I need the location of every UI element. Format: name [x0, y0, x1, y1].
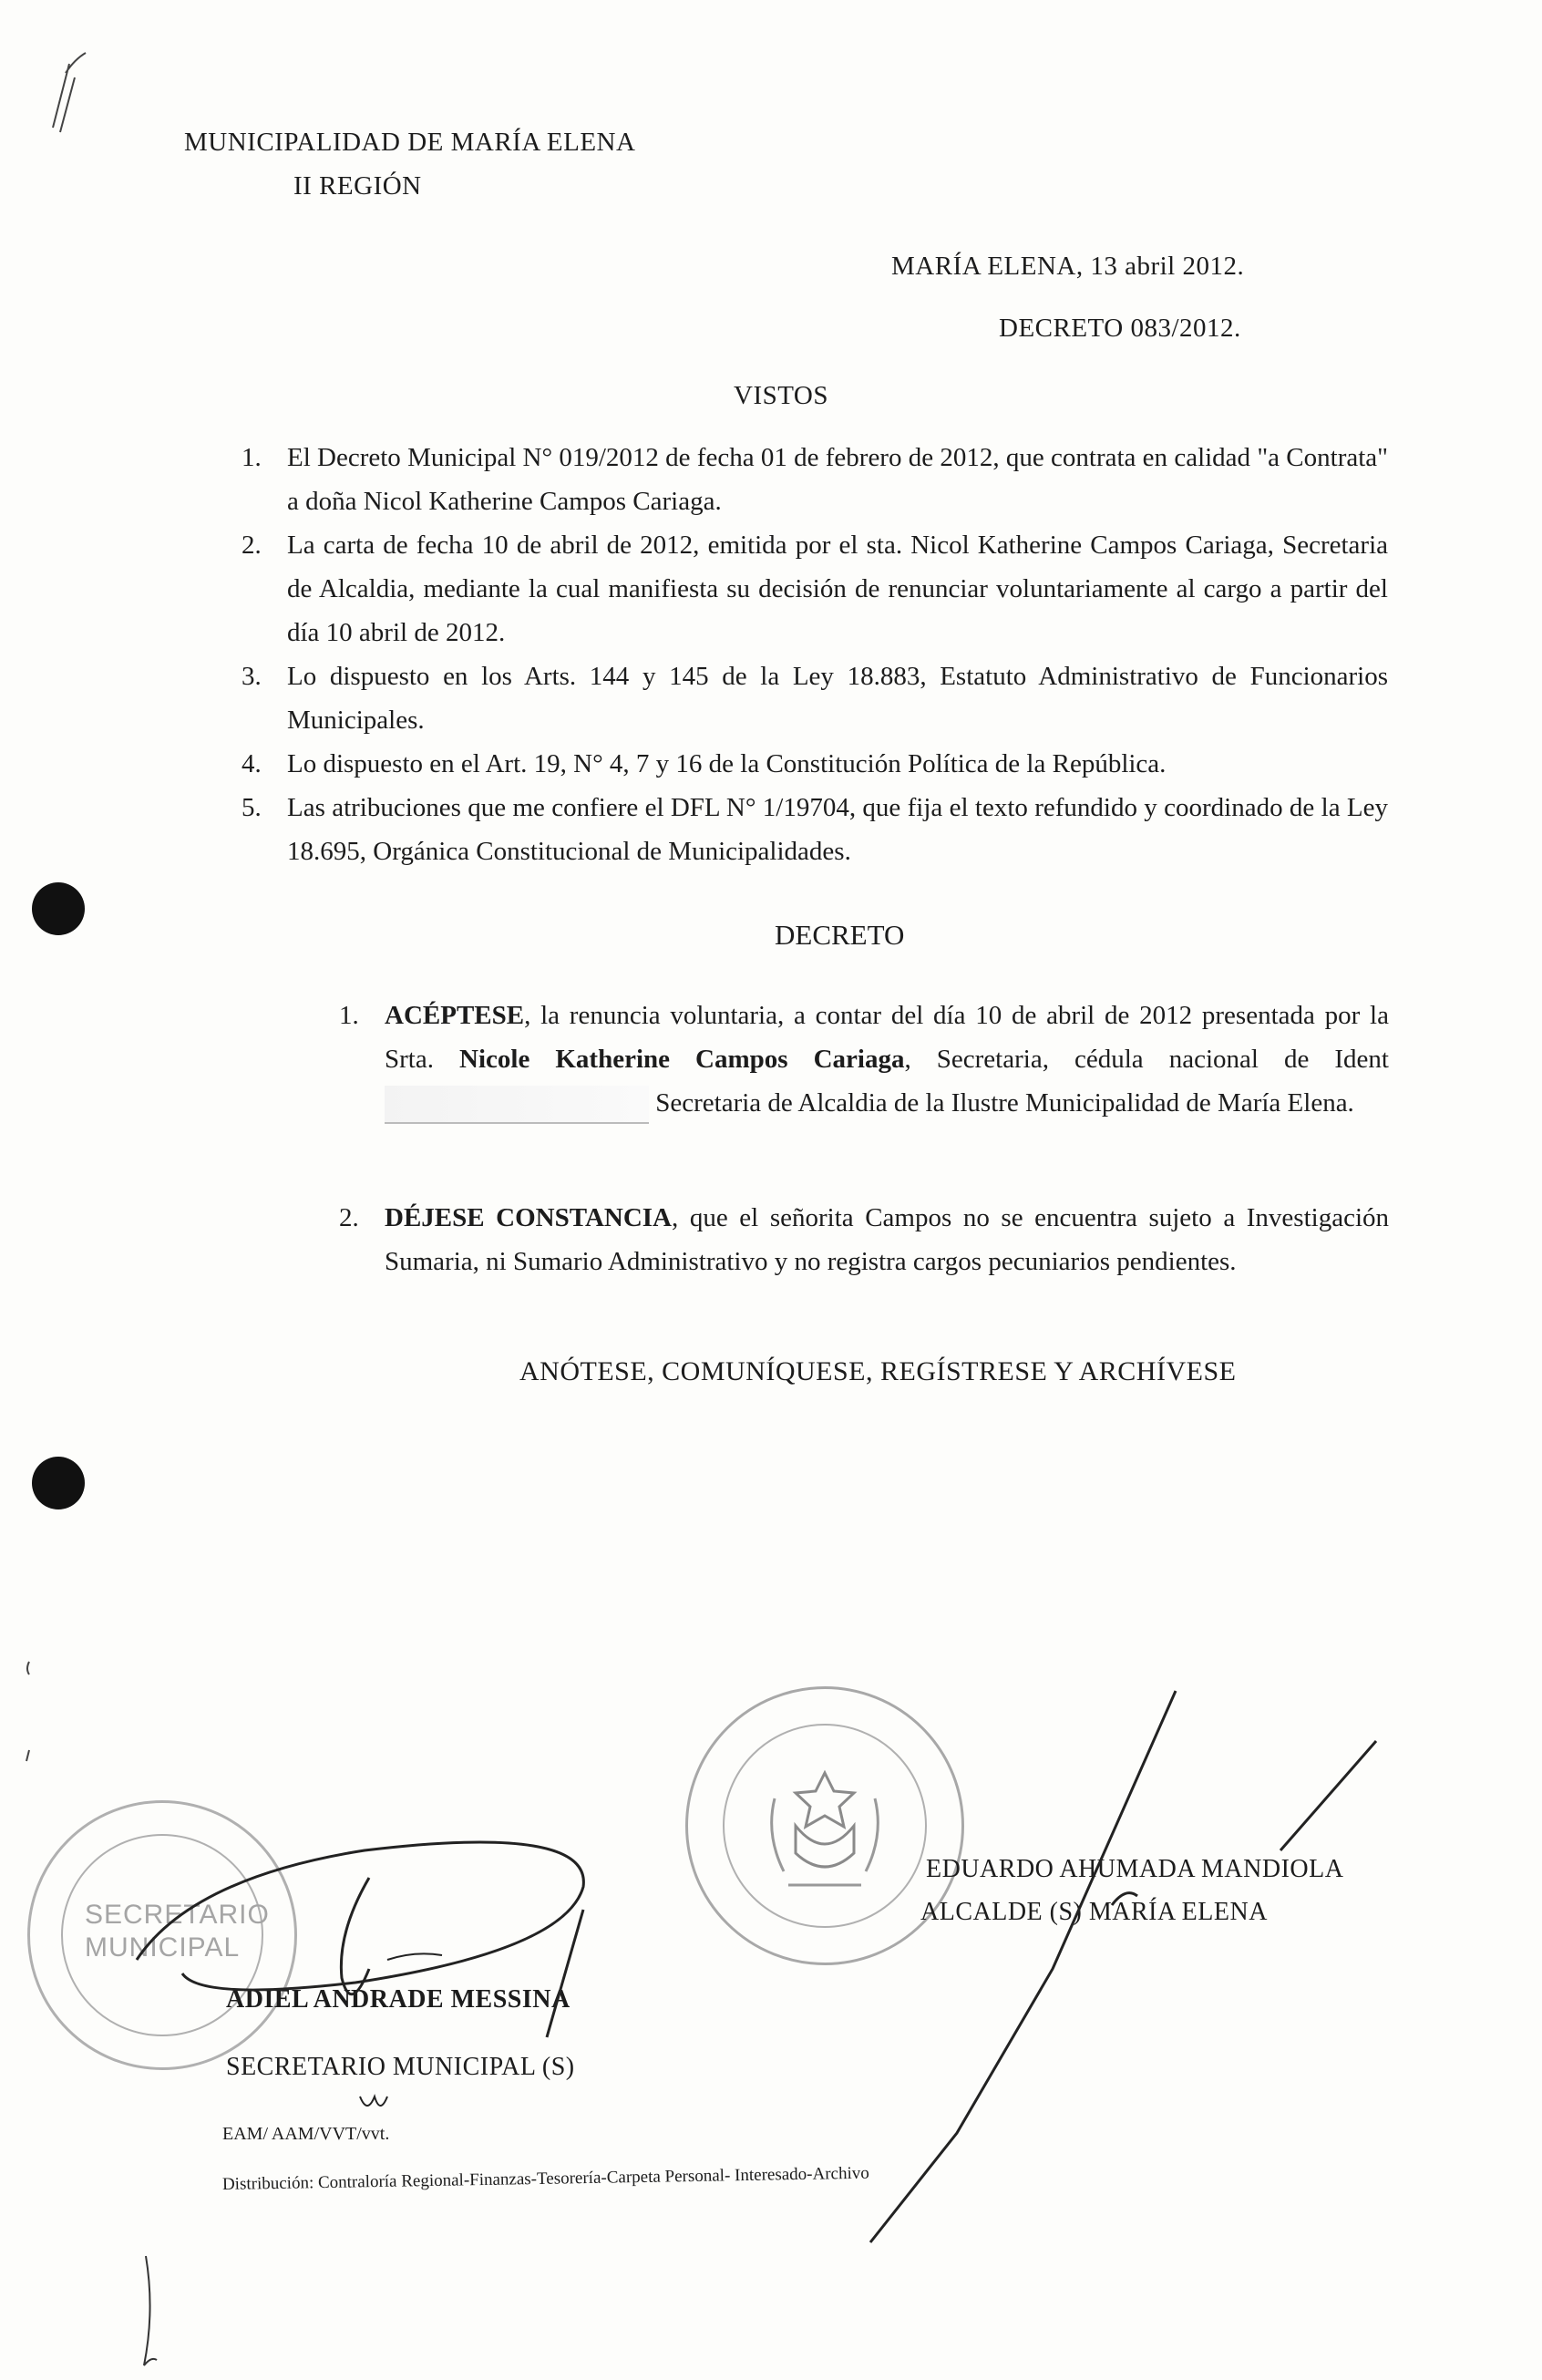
- decreto-item-number: 2.: [339, 1203, 359, 1232]
- vistos-item-number: 1.: [242, 443, 262, 472]
- dejese-keyword: DÉJESE CONSTANCIA: [385, 1203, 673, 1232]
- decreto-item-text: , la renuncia voluntaria, a contar del día 10 de abril de 2012 presentada por la Srta.: [385, 1001, 1389, 1074]
- vistos-title: VISTOS: [734, 381, 828, 410]
- decreto-item-number: 1.: [339, 1001, 359, 1030]
- vistos-item-number: 2.: [242, 531, 262, 560]
- vistos-item-text: El Decreto Municipal N° 019/2012 de fecha 01 de febrero de 2012, que contrata en calidad "a Contrata" a doña Nicol Katherine Campos Cariaga.: [287, 443, 1388, 516]
- place-date: MARÍA ELENA, 13 abril 2012.: [891, 252, 1245, 281]
- decreto-item-text: Secretaria de Alcaldia de la Ilustre Municipalidad de María Elena.: [649, 1088, 1354, 1118]
- initials-line: EAM/ AAM/VVT/vvt.: [222, 2124, 390, 2144]
- decreto-item-text: , que el señorita Campos no se encuentra sujeto a Investigación Sumaria, ni Sumario Administrativo y no registra cargos pecuniarios pendientes.: [385, 1203, 1390, 1276]
- decree-number: DECRETO 083/2012.: [999, 314, 1241, 343]
- secretary-seal-stamp: SECRETARIO MUNICIPAL: [27, 1800, 297, 2070]
- secretary-title: SECRETARIO MUNICIPAL (S): [226, 2053, 575, 2081]
- decreto-item-text: , Secretaria, cédula nacional de Ident: [904, 1045, 1389, 1074]
- decreto-title: DECRETO: [775, 919, 905, 951]
- mayor-name: EDUARDO AHUMADA MANDIOLA: [926, 1855, 1344, 1883]
- vistos-item-number: 3.: [242, 662, 262, 691]
- vistos-item-number: 4.: [242, 749, 262, 778]
- region-name: II REGIÓN: [293, 171, 422, 201]
- closing-formula: ANÓTESE, COMUNÍQUESE, REGÍSTRESE Y ARCHÍVESE: [519, 1356, 1237, 1386]
- mayor-title: ALCALDE (S) MARÍA ELENA: [920, 1898, 1268, 1926]
- municipality-name: MUNICIPALIDAD DE MARÍA ELENA: [184, 128, 636, 157]
- vistos-item-text: Las atribuciones que me confiere el DFL N° 1/19704, que fija el texto refundido y coordinado de la Ley 18.695, Orgánica Constitucional de Municipalidades.: [287, 793, 1388, 866]
- vistos-item-text: Lo dispuesto en el Art. 19, N° 4, 7 y 16 de la Constitución Política de la República.: [287, 749, 1167, 778]
- vistos-item-number: 5.: [242, 793, 262, 822]
- distribution-line: Distribución: Contraloría Regional-Finanzas-Tesorería-Carpeta Personal- Interesado-Archivo: [221, 2163, 869, 2194]
- secretary-name: ADIEL ANDRADE MESSINA: [226, 1985, 571, 2014]
- employee-name: Nicole Katherine Campos Cariaga: [459, 1045, 905, 1074]
- aceptese-keyword: ACÉPTESE: [385, 1001, 525, 1030]
- vistos-item-text: La carta de fecha 10 de abril de 2012, emitida por el sta. Nicol Katherine Campos Cariaga, Secretaria de Alcaldia, mediante la cual manifiesta su decisión de renunciar voluntariamente al cargo a partir del día 10 abril de 2012.: [287, 531, 1388, 647]
- vistos-item-text: Lo dispuesto en los Arts. 144 y 145 de la Ley 18.883, Estatuto Administrativo de Funcionarios Municipales.: [287, 662, 1388, 735]
